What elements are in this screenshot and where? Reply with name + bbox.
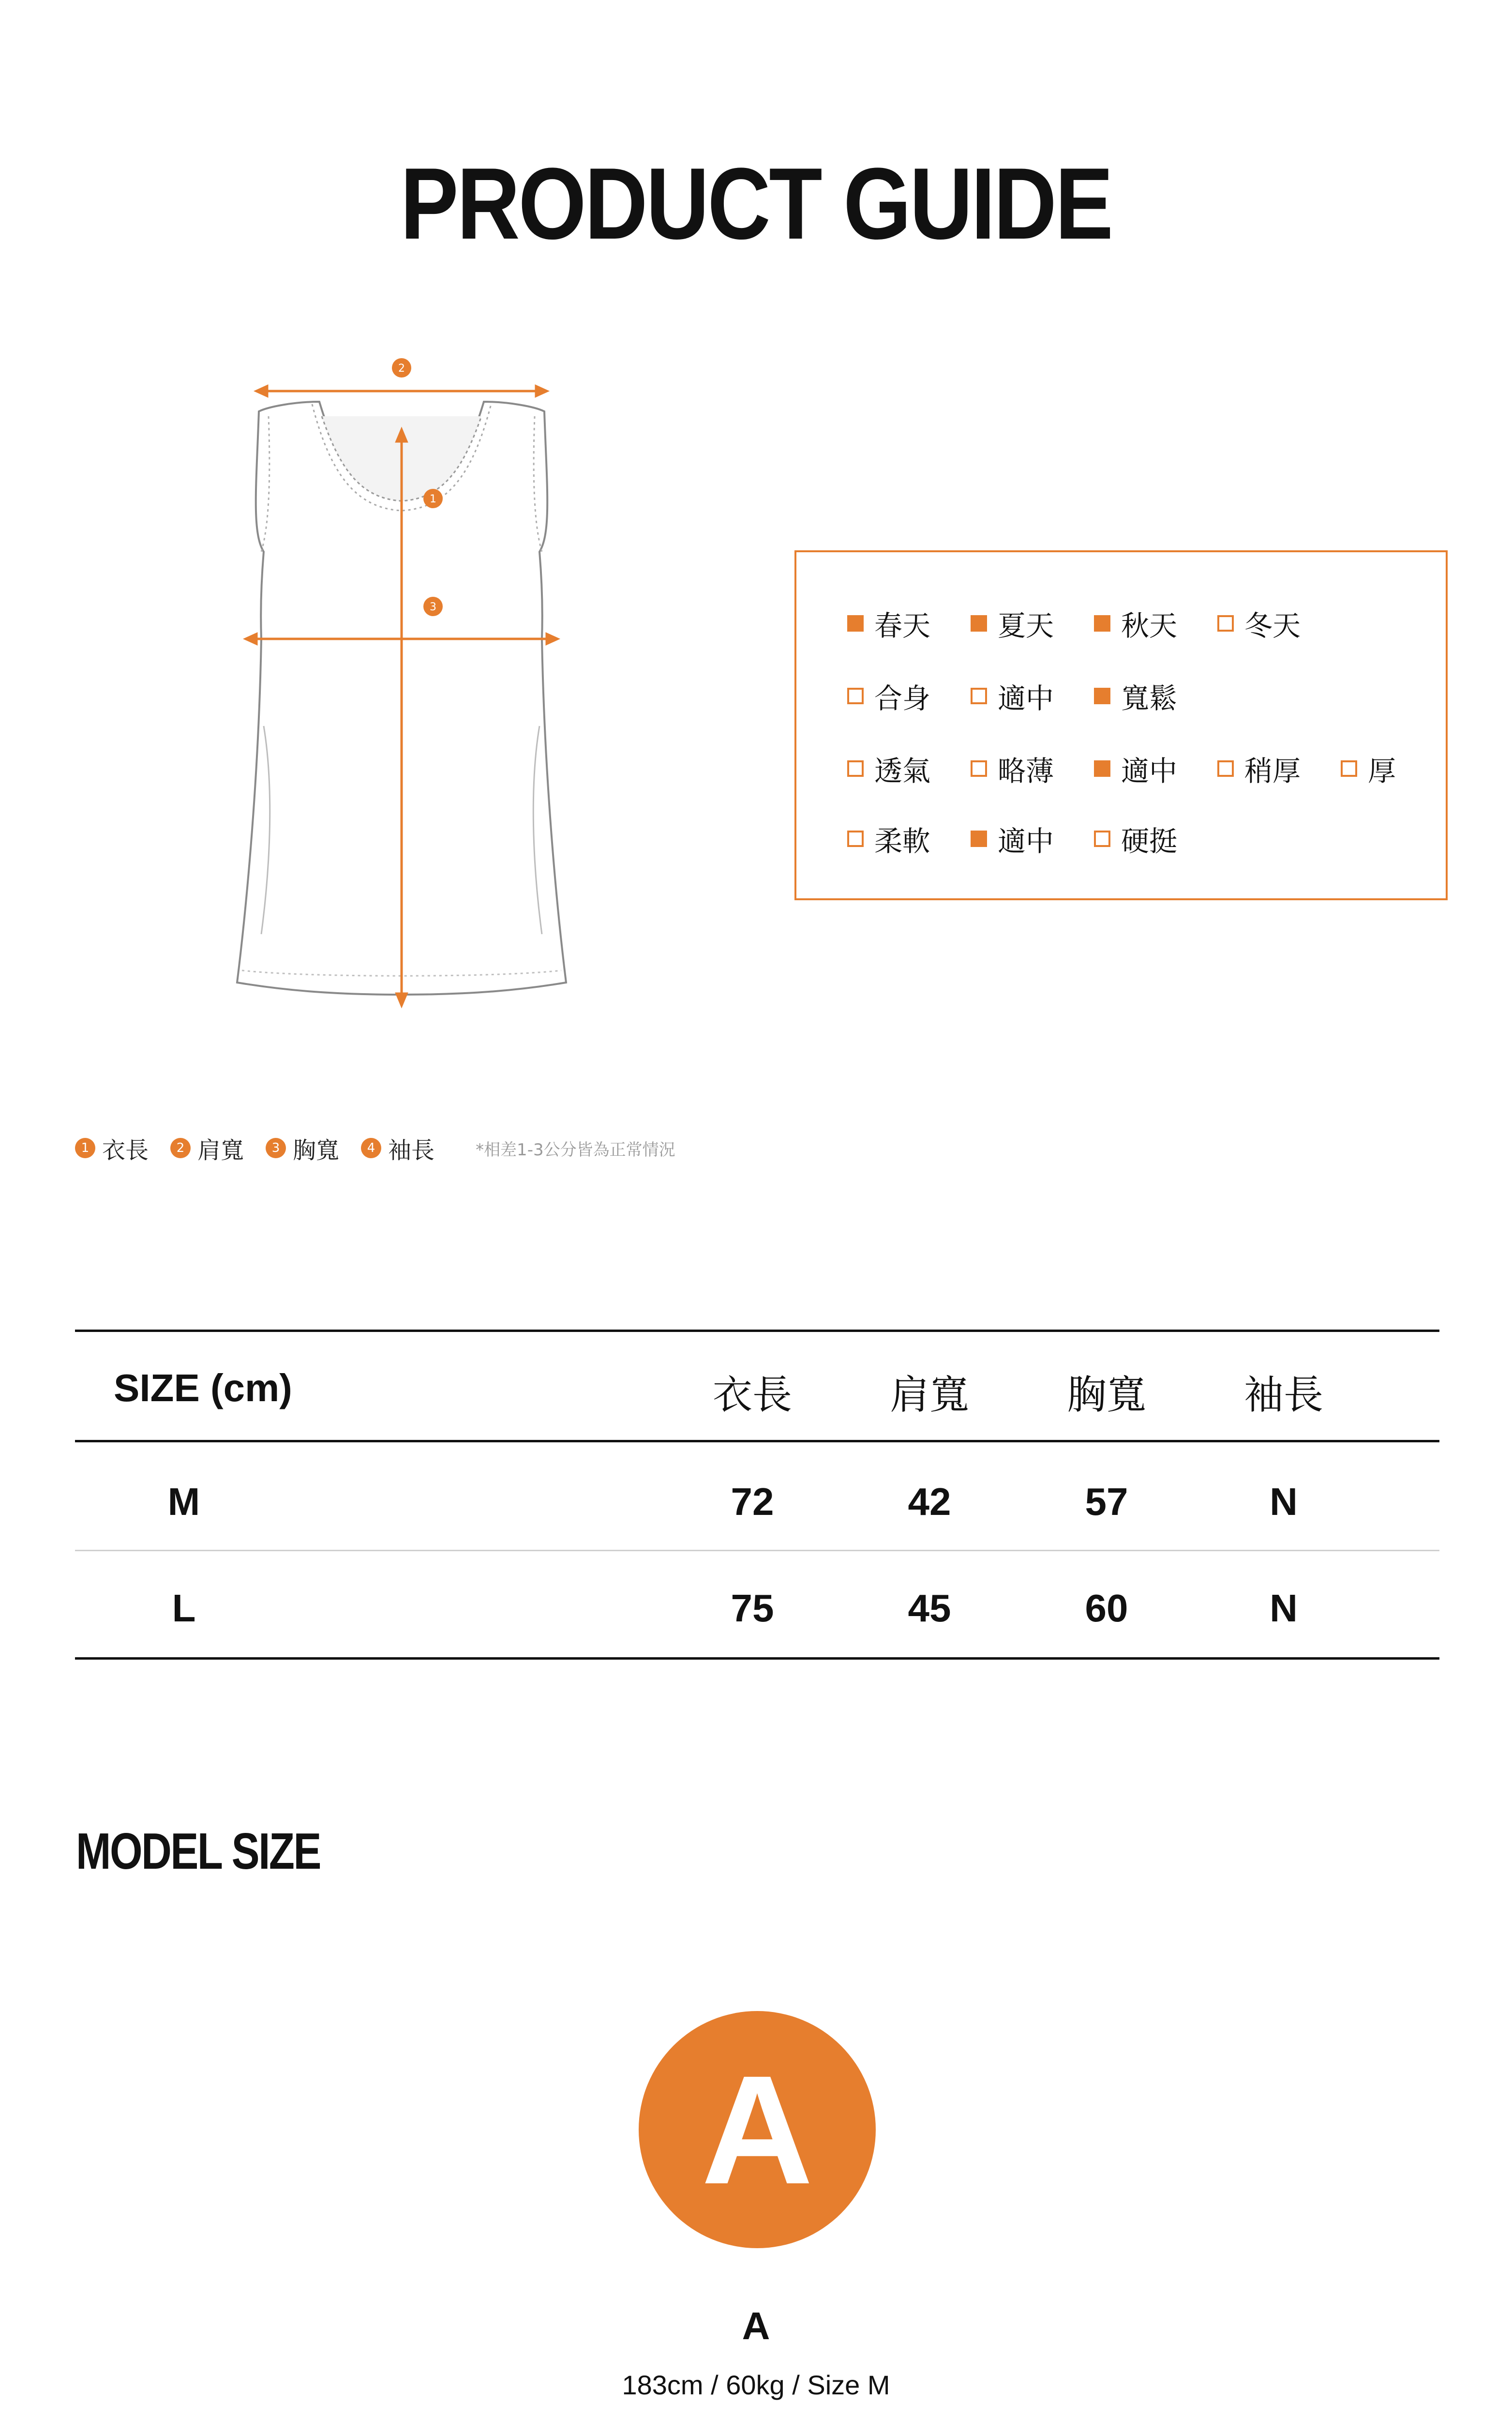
page-title: PRODUCT GUIDE [400, 147, 1112, 260]
column-header-shoulder: 肩寬 [889, 1372, 969, 1418]
checkbox-icon [847, 688, 864, 704]
attr-stiff: 硬挺 [1094, 818, 1177, 859]
attr-thick: 厚 [1341, 748, 1396, 789]
measurement-legend [75, 1131, 675, 1165]
row-divider [75, 1550, 1439, 1551]
table-bottom-rule [75, 1657, 1439, 1660]
checkbox-icon [1094, 760, 1110, 777]
garment-diagram [184, 339, 619, 1031]
number-badge-icon: 1 [75, 1138, 95, 1158]
legend-item-sleeve: 4 袖長 [361, 1132, 434, 1165]
model-badge: A [639, 2011, 876, 2248]
legend-item-length: 1 衣長 [75, 1132, 149, 1165]
checkbox-icon [971, 831, 987, 847]
attr-loose: 寬鬆 [1094, 676, 1177, 716]
legend-item-chest: 3 胸寬 [266, 1132, 339, 1165]
attr-medium-softness: 適中 [971, 818, 1054, 859]
checkbox-icon [1094, 831, 1110, 847]
column-header-length: 衣長 [712, 1372, 792, 1418]
attr-winter: 冬天 [1217, 603, 1301, 644]
number-badge-icon: 2 [170, 1138, 191, 1158]
checkbox-icon [1217, 615, 1234, 632]
model-spec: 183cm / 60kg / Size M [622, 2370, 890, 2400]
column-header-sleeve: 袖長 [1243, 1372, 1323, 1418]
svg-text:2: 2 [398, 363, 405, 375]
checkbox-icon [1094, 688, 1110, 704]
model-size-title: MODEL SIZE [76, 1823, 321, 1880]
svg-text:3: 3 [430, 601, 436, 613]
checkbox-icon [847, 831, 864, 847]
table-top-rule [75, 1330, 1439, 1332]
column-header-chest: 胸寬 [1066, 1372, 1146, 1418]
attr-medium-thickness: 適中 [1094, 748, 1177, 789]
legend-item-shoulder: 2 肩寬 [170, 1132, 244, 1165]
attr-regular-fit: 適中 [971, 676, 1054, 716]
checkbox-icon [847, 615, 864, 632]
attr-summer: 夏天 [971, 603, 1054, 644]
checkbox-icon [1094, 615, 1110, 632]
model-name: A [742, 2304, 770, 2347]
checkbox-icon [971, 760, 987, 777]
number-badge-icon: 3 [266, 1138, 286, 1158]
attr-soft: 柔軟 [847, 818, 930, 859]
attr-spring: 春天 [847, 603, 930, 644]
checkbox-icon [971, 688, 987, 704]
tolerance-note: *相差1-3公分皆為正常情況 [476, 1140, 675, 1160]
attr-breathable: 透氣 [847, 748, 930, 789]
fabric-attributes-box [794, 550, 1448, 900]
svg-text:1: 1 [430, 493, 436, 505]
attr-fitted: 合身 [847, 676, 930, 716]
attr-autumn: 秋天 [1094, 603, 1177, 644]
checkbox-icon [1341, 760, 1357, 777]
attr-thin: 略薄 [971, 748, 1054, 789]
checkbox-icon [971, 615, 987, 632]
attr-slightly-thick: 稍厚 [1217, 748, 1301, 789]
number-badge-icon: 4 [361, 1138, 381, 1158]
checkbox-icon [847, 760, 864, 777]
checkbox-icon [1217, 760, 1234, 777]
header-rule [75, 1440, 1439, 1442]
size-column-header: SIZE (cm) [114, 1366, 292, 1409]
